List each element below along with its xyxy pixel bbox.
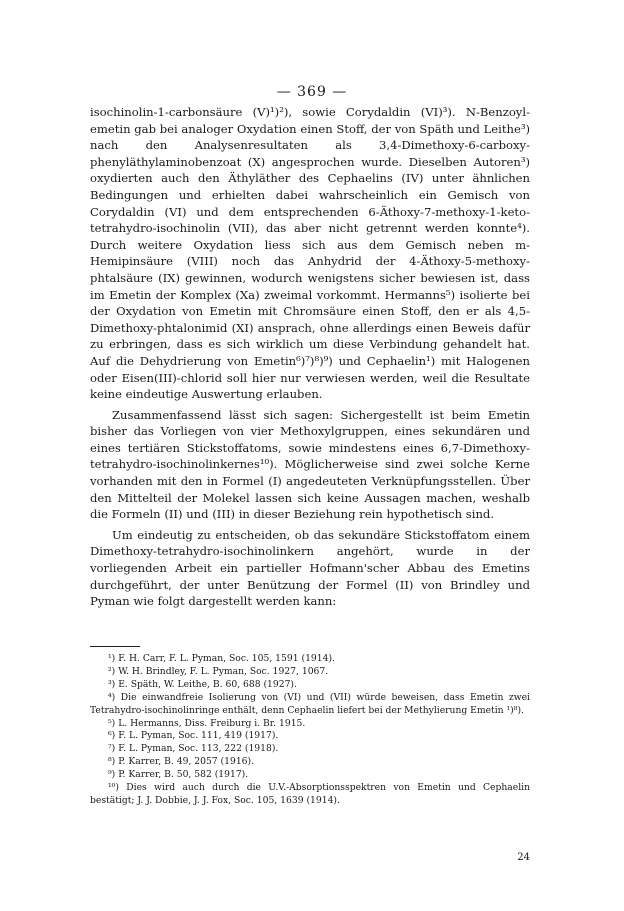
footnote-3: ³) E. Späth, W. Leithe, B. 60, 688 (1927).: [108, 678, 297, 690]
paragraph-2: Zusammenfassend lässt sich sagen: Sichergestellt ist beim Emetin bisher das Vorliegen von vier Methoxylgruppen, eines sekundären und eines tertiären Stickstoffatoms, sowie mindestens eines 6,7-Dimethoxy-tetrahydro-isochinolinkernes¹⁰). Möglicherweise sind zwei solche Kerne vorhanden mit den in Formel (I) angedeuteten Verknüpfungsstellen. Über den Mittelteil der Molekel lassen sich keine Aussagen machen, weshalb die Formeln (II) und (III) in dieser Beziehung rein hypothetisch sind.: [90, 407, 530, 522]
footnote-1: ¹) F. H. Carr, F. L. Pyman, Soc. 105, 1591 (1914).: [108, 653, 335, 664]
footnote-7: ⁷) F. L. Pyman, Soc. 113, 222 (1918).: [108, 743, 279, 755]
footnote-5: ⁵) L. Hermanns, Diss. Freiburg i. Br. 1915.: [108, 717, 306, 729]
footnote-8: ⁸) P. Karrer, B. 49, 2057 (1916).: [108, 756, 255, 768]
footnote-divider: [90, 646, 140, 647]
footnote-10: ¹⁰) Dies wird auch durch die U.V.-Absorptionsspektren von Emetin und Cephaelin bestätigt; J. J. Dobbie, J. J. Fox, Soc. 105, 1639 (1914).: [90, 782, 530, 806]
sheet-signature: 24: [517, 852, 530, 863]
body-text: [90, 104, 530, 610]
footnote-6: ⁶) F. L. Pyman, Soc. 111, 419 (1917).: [108, 730, 279, 742]
footnote-9: ⁹) P. Karrer, B. 50, 582 (1917).: [108, 769, 249, 781]
paragraph-3: Um eindeutig zu entscheiden, ob das sekundäre Stickstoffatom einem Dimethoxy-tetrahydro-isochinolinkern angehört, wurde in der vorliegenden Arbeit ein partieller Hofmann'scher Abbau des Emetins durchgeführt, der unter Benützung der Formel (II) von Brindley und Pyman wie folgt dargestellt werden kann:: [90, 527, 530, 609]
footnote-4: ⁴) Die einwandfreie Isolierung von (VI) und (VII) würde beweisen, dass Emetin zwei Tetrahydro-isochinolinringe enthält, denn Cephaelin liefert bei der Methylierung Emetin ¹)⁸).: [90, 691, 530, 716]
footnote-2: ²) W. H. Brindley, F. L. Pyman, Soc. 1927, 1067.: [108, 665, 329, 677]
page-number: — 369 —: [276, 84, 348, 100]
footnotes: [90, 653, 530, 808]
paragraph-1: isochinolin-1-carbonsäure (V)¹)²), sowie Corydaldin (VI)³). N-Benzoyl-emetin gab bei analoger Oxydation einen Stoff, der von Späth und Leithe³) nach den Analysenresultaten als 3,4-Dimethoxy-6-carboxy-phenyläthylaminobenzoat (X) angesprochen wurde. Dieselben Autoren³) oxydierten auch den Äthyläther des Cephaelins (IV) unter ähnlichen Bedingungen und erhielten dabei wahrscheinlich ein Gemisch von Corydaldin (VI) und dem entsprechenden 6-Äthoxy-7-methoxy-1-keto-tetrahydro-isochinolin (VII), das aber nicht getrennt werden konnte⁴). Durch weitere Oxydation liess sich aus dem Gemisch neben m-Hemipinsäure (VIII) noch das Anhydrid der 4-Äthoxy-5-methoxy-phtalsäure (IX) gewinnen, wodurch wenigstens sicher bewiesen ist, dass im Emetin der Komplex (Xa) zweimal vorkommt. Hermanns⁵) isolierte bei der Oxydation von Emetin mit Chromsäure einen Stoff, den er als 4,5-Dimethoxy-phtalonimid (XI) ansprach, ohne allerdings einen Beweis dafür zu erbringen, dass es sich wirklich um diese Verbindung gehandelt hat. Auf die Dehydrierung von Emetin⁶)⁷)⁸)⁹) und Cephaelin¹) mit Halogenen oder Eisen(III)-chlorid soll hier nur verwiesen werden, weil die Resultate keine eindeutige Auswertung erlauben.: [90, 105, 530, 402]
